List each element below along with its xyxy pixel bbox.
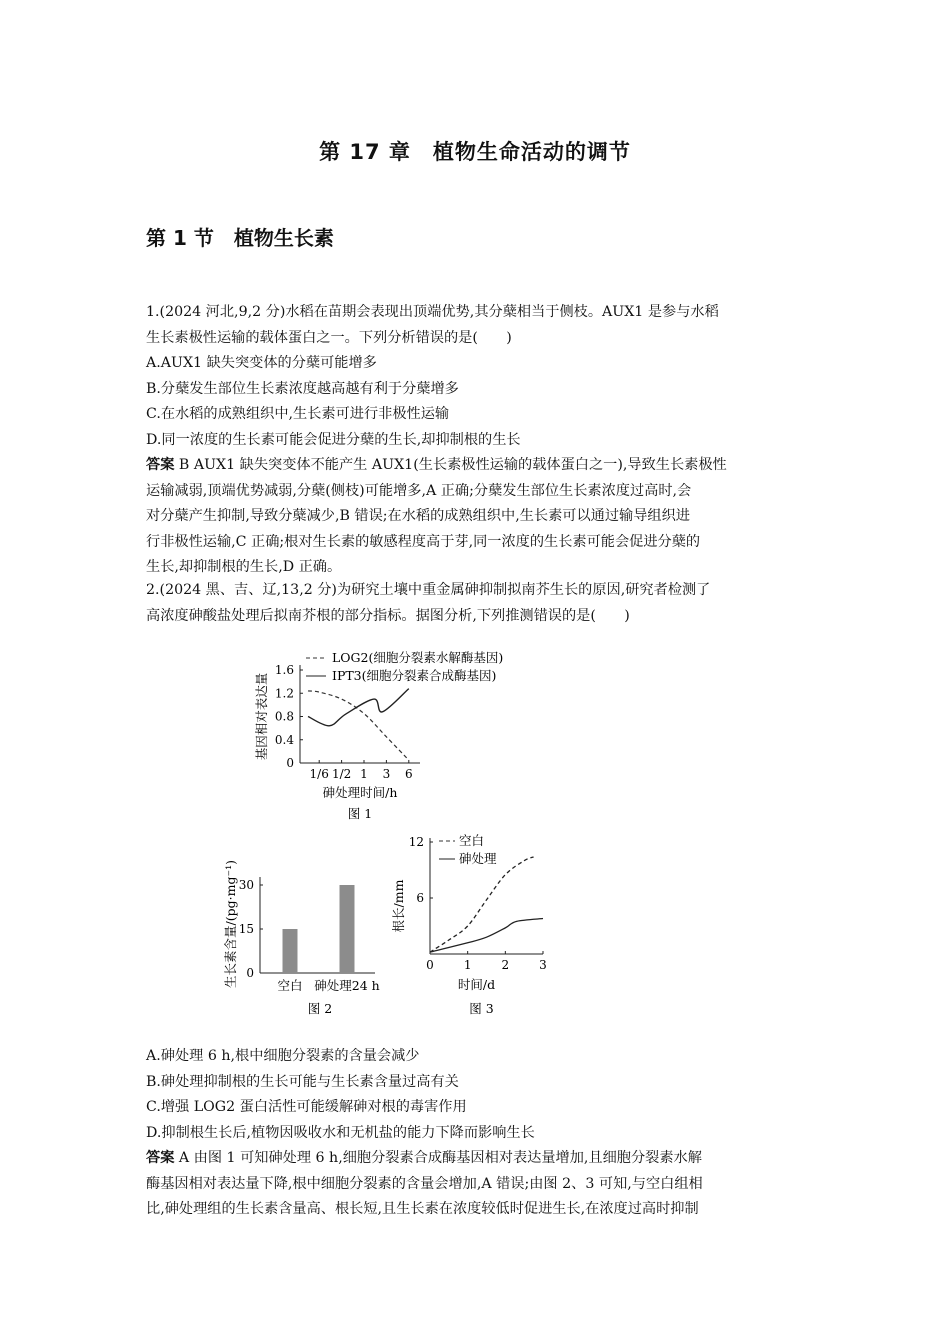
q2-stem-line: 2.(2024 黑、吉、辽,13,2 分)为研究土壤中重金属砷抑制拟南芥生长的原因,研究者检测了 (146, 582, 711, 598)
q1-stem-line: 生长素极性运输的载体蛋白之一。下列分析错误的是( ) (146, 329, 512, 346)
question-2-body (146, 1044, 806, 1223)
y-tick-label: 30 (238, 878, 254, 892)
figure-caption: 图 1 (347, 806, 373, 821)
q1-answer-line: 运输减弱,顶端优势减弱,分蘖(侧枝)可能增多,A 正确;分蘖发生部位生长素浓度过高时,会 (146, 482, 692, 499)
y-tick-label: 1.2 (274, 686, 294, 701)
q2-answer-line (146, 1146, 806, 1172)
x-axis-label: 时间/d (457, 977, 496, 992)
y-axis-label: 根长/mm (391, 879, 406, 933)
y-tick-label: 12 (408, 835, 424, 849)
q2-answer-label: 答案 (146, 1150, 175, 1166)
q2-answer-text: A 由图 1 可知砷处理 6 h,细胞分裂素合成酶基因相对表达量增加,且细胞分裂素水解 (174, 1150, 702, 1166)
y-tick-label: 0 (286, 756, 294, 770)
q2-option-b: B.砷处理抑制根的生长可能与生长素含量过高有关 (146, 1073, 459, 1090)
legend-label-arsenic: 砷处理 (459, 851, 497, 866)
series-line-control (430, 857, 534, 952)
x-tick-label: 3 (539, 958, 547, 972)
section-title: 第 1 节 植物生长素 (146, 226, 334, 250)
q2-answer-line: 酶基因相对表达量下降,根中细胞分裂素的含量会增加,A 错误;由图 2、3 可知,与空白组相 (146, 1175, 703, 1192)
y-tick-label: 0.8 (274, 709, 294, 724)
y-tick-label: 6 (416, 891, 424, 905)
q1-answer-line: 生长,却抑制根的生长,D 正确。 (146, 559, 342, 575)
q1-answer-line: 对分蘖产生抑制,导致分蘖减少,B 错误;在水稻的成熟组织中,生长素可以通过输导组织进 (146, 508, 690, 524)
q1-option-a: A.AUX1 缺失突变体的分蘖可能增多 (146, 355, 377, 371)
y-tick-label: 0.4 (274, 732, 294, 747)
q2-option-d: D.抑制根生长后,植物因吸收水和无机盐的能力下降而影响生长 (146, 1124, 535, 1141)
q1-answer-label: 答案 (146, 457, 175, 473)
x-tick-label: 1/6 (309, 767, 329, 781)
y-tick-label: 15 (238, 922, 254, 936)
figure-caption: 图 3 (469, 1001, 494, 1016)
x-tick-label: 6 (404, 767, 413, 781)
x-axis-label: 砷处理时间/h (322, 785, 398, 800)
q2-stem-line: 高浓度砷酸盐处理后拟南芥根的部分指标。据图分析,下列推测错误的是( ) (146, 607, 630, 624)
legend-label-control: 空白 (459, 833, 485, 848)
question-1 (146, 300, 806, 581)
legend-label-log2: LOG2(细胞分裂素水解酶基因) (332, 650, 504, 665)
q1-answer-line: 行非极性运输,C 正确;根对生长素的敏感程度高于芽,同一浓度的生长素可能会促进分蘖的 (146, 533, 701, 550)
category-label: 砷处理24 h (314, 978, 380, 993)
category-label: 空白 (277, 978, 303, 993)
q1-answer-text: B AUX1 缺失突变体不能产生 AUX1(生长素极性运输的载体蛋白之一),导致生长素极性 (174, 457, 727, 473)
x-tick-label: 2 (501, 958, 510, 972)
q1-option-c: C.在水稻的成熟组织中,生长素可进行非极性运输 (146, 406, 450, 422)
x-tick-label: 0 (426, 958, 434, 972)
legend-label-ipt3: IPT3(细胞分裂素合成酶基因) (332, 668, 497, 683)
series-line-log2 (308, 691, 409, 760)
q1-option-d: D.同一浓度的生长素可能会促进分蘖的生长,却抑制根的生长 (146, 431, 521, 448)
y-axis-label: 基因相对表达量 (254, 672, 269, 761)
figure-3-chart (385, 828, 565, 1025)
figure-caption: 图 2 (307, 1001, 333, 1016)
q1-option-b: B.分蘖发生部位生长素浓度越高越有利于分蘖增多 (146, 380, 459, 397)
figure-1-chart (250, 645, 550, 830)
x-tick-label: 1 (463, 958, 472, 972)
x-tick-label: 3 (382, 767, 391, 781)
x-tick-label: 1/2 (331, 767, 352, 781)
series-line-ipt3 (308, 689, 409, 726)
series-line-arsenic (430, 919, 543, 953)
q1-stem-line: 1.(2024 河北,9,2 分)水稻在苗期会表现出顶端优势,其分蘖相当于侧枝。AUX1 是参与水稻 (146, 304, 719, 320)
y-tick-label: 1.6 (274, 663, 294, 677)
y-tick-label: 0 (246, 966, 254, 980)
chapter-title: 第 17 章 植物生命活动的调节 (319, 140, 631, 164)
q2-option-a: A.砷处理 6 h,根中细胞分裂素的含量会减少 (146, 1048, 420, 1064)
q1-answer-line (146, 453, 806, 479)
figure-2-chart (215, 845, 395, 1025)
bar-1 (283, 929, 298, 973)
q2-answer-line: 比,砷处理组的生长素含量高、根长短,且生长素在浓度较低时促进生长,在浓度过高时抑制 (146, 1201, 699, 1217)
q2-option-c: C.增强 LOG2 蛋白活性可能缓解砷对根的毒害作用 (146, 1099, 467, 1115)
y-axis-label: 生长素含量/(pg·mg⁻¹) (223, 860, 238, 988)
x-tick-label: 1 (360, 767, 368, 781)
question-2-stem (146, 578, 806, 629)
bar-2 (340, 885, 355, 973)
